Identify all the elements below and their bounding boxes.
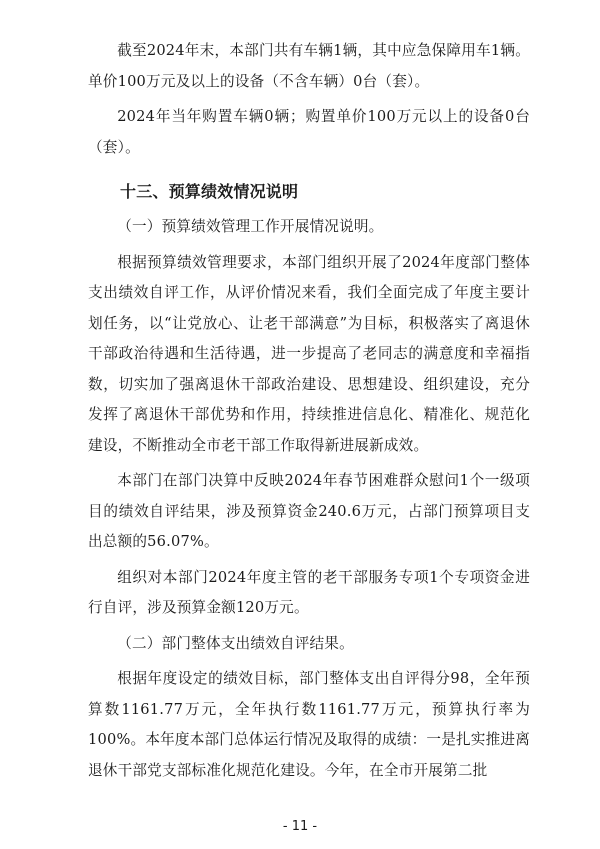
paragraph-vehicles-purchased: 2024年当年购置车辆0辆；购置单价100万元以上的设备0台（套）。 [88,108,530,156]
paragraph-special-fund: 组织对本部门2024年度主管的老干部服务专项1个专项资金进行自评，涉及预算金额120万元。 [88,568,530,616]
section-heading-performance: 十三、预算绩效情况说明 [120,182,299,201]
subheading-management-work: （一）预算绩效管理工作开展情况说明。 [117,218,384,235]
paragraph-project-results: 本部门在部门决算中反映2024年春节困难群众慰问1个一级项目的绩效自评结果，涉及预算资金240.6万元，占部门预算项目支出总额的56.07%。 [88,472,530,550]
document-body [88,36,530,786]
paragraph-self-evaluation: 根据预算绩效管理要求，本部门组织开展了2024年度部门整体支出绩效自评工作，从评价情况来看，我们全面完成了年度主要计划任务，以“让党放心、让老干部满意”为目标，积极落实了离退休干部政治待遇和生活待遇，进一步提高了老同志的满意度和幸福指数，切实加了强离退休干部政治建设、思想建设、组织建设，充分发挥了离退休干部优势和作用，持续推进信息化、精准化、规范化建设，不断推动全市老干部工作取得新进展新成效。 [88,253,530,454]
subheading-overall-results: （二）部门整体支出绩效自评结果。 [117,634,354,652]
page-number: - 11 - [282,819,318,834]
paragraph-overall-score: 根据年度设定的绩效目标，部门整体支出自评得分98，全年预算数1161.77万元，全年执行数1161.77万元，预算执行率为100%。本年度本部门总体运行情况及取得的成绩：一是扎实推进离退休干部党支部标准化规范化建设。今年，在全市开展第二批 [88,670,530,779]
paragraph-vehicles-owned: 截至2024年末，本部门共有车辆1辆，其中应急保障用车1辆。单价100万元及以上的设备（不含车辆）0台（套）。 [88,42,530,90]
